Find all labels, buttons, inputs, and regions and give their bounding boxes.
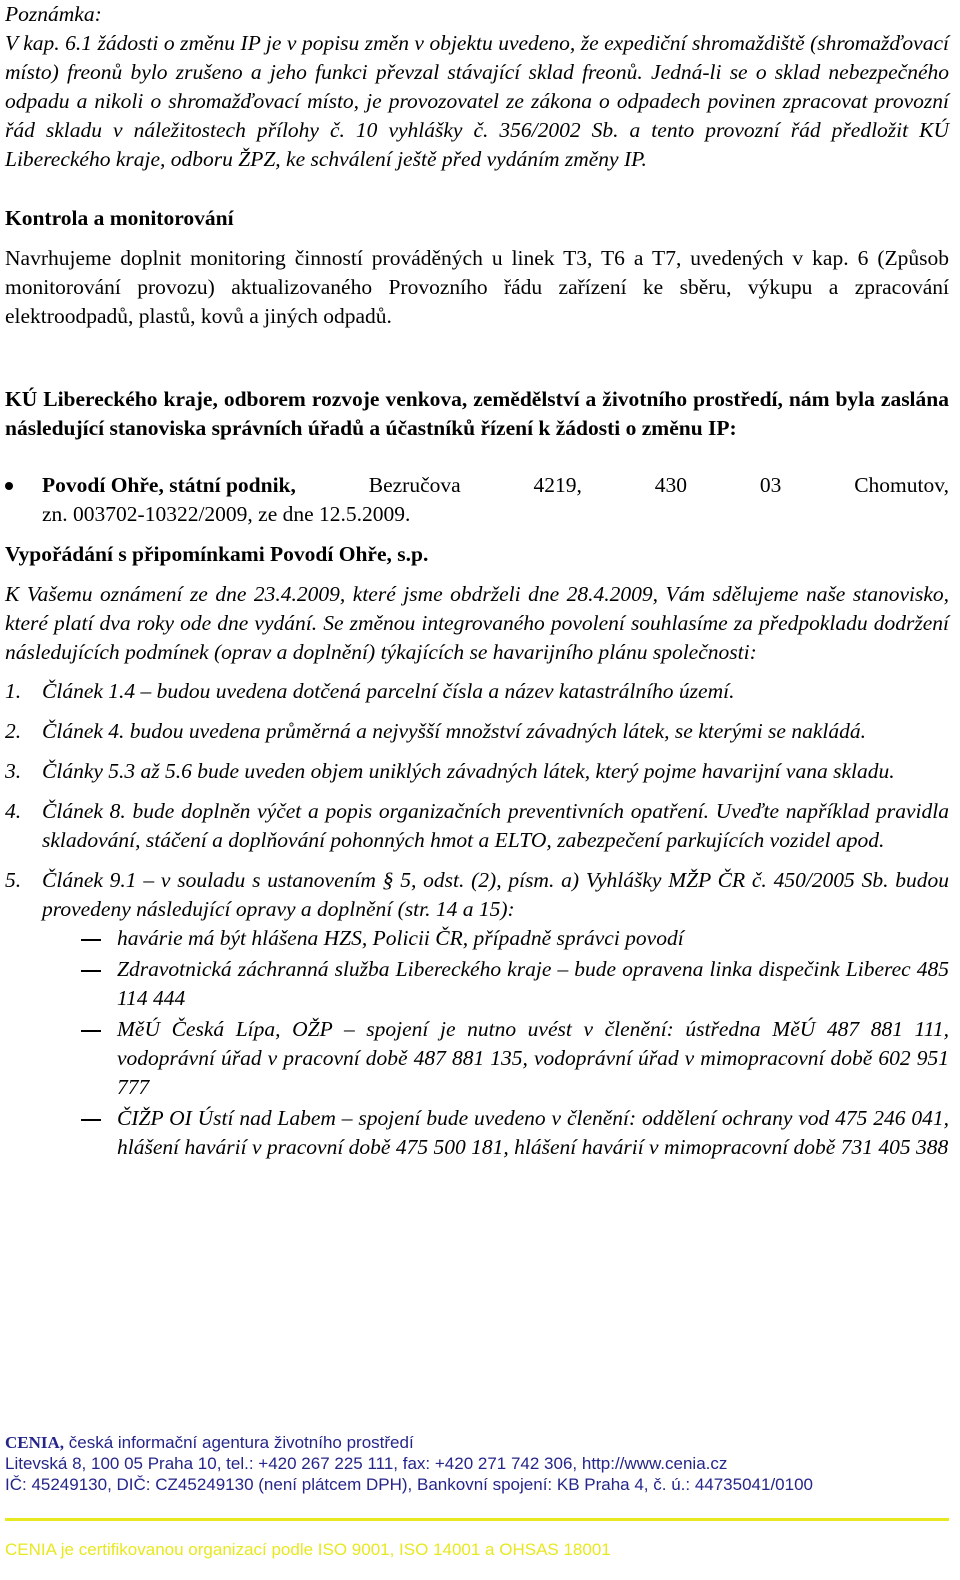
list-item (5, 757, 949, 786)
dash-item-text: havárie má být hlášena HZS, Policii ČR, případně správci povodí (117, 926, 684, 950)
povodi-reference: zn. 003702-10322/2009, ze dne 12.5.2009. (42, 502, 411, 526)
vyporadani-heading: Vypořádání s připomínkami Povodí Ohře, s.p. (5, 542, 429, 566)
list-item (5, 717, 949, 746)
dash-bullet-icon (81, 1030, 101, 1032)
povodi-line (42, 471, 949, 500)
note-label: Poznámka: (5, 2, 102, 26)
dash-list-item (5, 1104, 949, 1162)
list-item-number: 3. (5, 759, 22, 783)
kontrola-text: Navrhujeme doplnit monitoring činností prováděných u linek T3, T6 a T7, uvedených v kap. 6 (Způsob monitorování provozu) aktualizovaného Provozního řádu zařízení ke sběru, výkupu a zpracování elektroodpadů, plastů, kovů a jiných odpadů. (5, 246, 949, 328)
list-item-text: Článek 4. budou uvedena průměrná a nejvyšší množství závadných látek, se kterými se nakládá. (42, 719, 866, 743)
dash-list (5, 924, 949, 1162)
kontrola-heading: Kontrola a monitorování (5, 206, 234, 230)
intro-text: K Vašemu oznámení ze dne 23.4.2009, které jsme obdrželi dne 28.4.2009, Vám sdělujeme naše stanovisko, které platí dva roky ode dne vydání. Se změnou integrovaného povolení souhlasíme za předpokladu dodržení následujících podmínek (oprav a doplnění) týkajících se havarijního plánu společnosti: (5, 582, 949, 664)
list-item-number: 1. (5, 679, 22, 703)
dash-bullet-icon (81, 939, 101, 941)
dash-item-text: ČIŽP OI Ústí nad Labem – spojení bude uvedeno v členění: oddělení ochrany vod 475 246 041, hlášení havárií v pracovní době 475 500 181, hlášení havárií v mimopracovní době 731 405 388 (117, 1106, 949, 1159)
footer-certification: CENIA je certifikovanou organizací podle ISO 9001, ISO 14001 a OHSAS 18001 (5, 1540, 611, 1559)
bullet-icon (5, 482, 13, 490)
dash-list-item (5, 955, 949, 1013)
dash-list-item (5, 924, 949, 953)
povodi-bullet (5, 471, 949, 529)
list-item (5, 797, 949, 855)
povodi-addr-word: 430 (654, 473, 687, 497)
footer-divider (5, 1518, 949, 1521)
footer-org-line (5, 1432, 949, 1453)
ku-heading: KÚ Libereckého kraje, odborem rozvoje venkova, zemědělství a životního prostředí, nám byla zaslána následující stanoviska správních úřadů a účastníků řízení k žádosti o změnu IP: (5, 387, 949, 440)
list-item (5, 677, 949, 706)
document-page (5, 0, 949, 1162)
dash-list-item (5, 1015, 949, 1102)
list-item-number: 5. (5, 868, 22, 892)
povodi-name: Povodí Ohře, státní podnik, (42, 473, 296, 497)
povodi-addr-word: 03 (759, 473, 782, 497)
footer-brand: CENIA, (5, 1433, 65, 1452)
footer-address: Litevská 8, 100 05 Praha 10, tel.: +420 267 225 111, fax: +420 271 742 306, http://www.cenia.cz (5, 1454, 728, 1473)
list-item-text: Článek 9.1 – v souladu s ustanovením § 5, odst. (2), písm. a) Vyhlášky MŽP ČR č. 450/2005 Sb. budou provedeny následující opravy a doplnění (str. 14 a 15): (42, 868, 949, 921)
list-item-number: 4. (5, 799, 22, 823)
dash-item-text: Zdravotnická záchranná služba Libereckého kraje – bude opravena linka dispečink Liberec 485 114 444 (117, 957, 949, 1010)
dash-bullet-icon (81, 1119, 101, 1121)
povodi-addr-word: 4219, (533, 473, 582, 497)
list-item (5, 866, 949, 924)
povodi-addr-word: Chomutov, (854, 473, 949, 497)
footer (5, 1432, 949, 1495)
note-text: V kap. 6.1 žádosti o změnu IP je v popisu změn v objektu uvedeno, že expediční shromaždiště (shromažďovací místo) freonů bylo zrušeno a jeho funkci převzal stávající sklad freonů. Jedná-li se o sklad nebezpečného odpadu a nikoli o shromažďovací místo, je provozovatel ze zákona o odpadech povinen zpracovat provozní řád skladu v náležitostech přílohy č. 10 vyhlášky č. 356/2002 Sb. a tento provozní řád předložit KÚ Libereckého kraje, odboru ŽPZ, ke schválení ještě před vydáním změny IP. (5, 31, 949, 171)
dash-bullet-icon (81, 970, 101, 972)
footer-ids: IČ: 45249130, DIČ: CZ45249130 (není plátcem DPH), Bankovní spojení: KB Praha 4, č. ú.: 44735041/0100 (5, 1475, 813, 1494)
dash-item-text: MěÚ Česká Lípa, OŽP – spojení je nutno uvést v členění: ústředna MěÚ 487 881 111, vodoprávní úřad v pracovní době 487 881 135, vodoprávní úřad v mimopracovní době 602 951 777 (117, 1017, 949, 1099)
list-item-text: Články 5.3 až 5.6 bude uveden objem uniklých závadných látek, který pojme havarijní vana skladu. (42, 759, 895, 783)
list-item-text: Článek 8. bude doplněn výčet a popis organizačních preventivních opatření. Uveďte například pravidla skladování, stáčení a doplňování pohonných hmot a ELTO, zabezpečení parkujících vozidel apod. (42, 799, 949, 852)
footer-org-name: česká informační agentura životního prostředí (64, 1433, 414, 1452)
list-item-text: Článek 1.4 – budou uvedena dotčená parcelní čísla a název katastrálního území. (42, 679, 735, 703)
list-item-number: 2. (5, 719, 22, 743)
povodi-addr-word: Bezručova (368, 473, 461, 497)
